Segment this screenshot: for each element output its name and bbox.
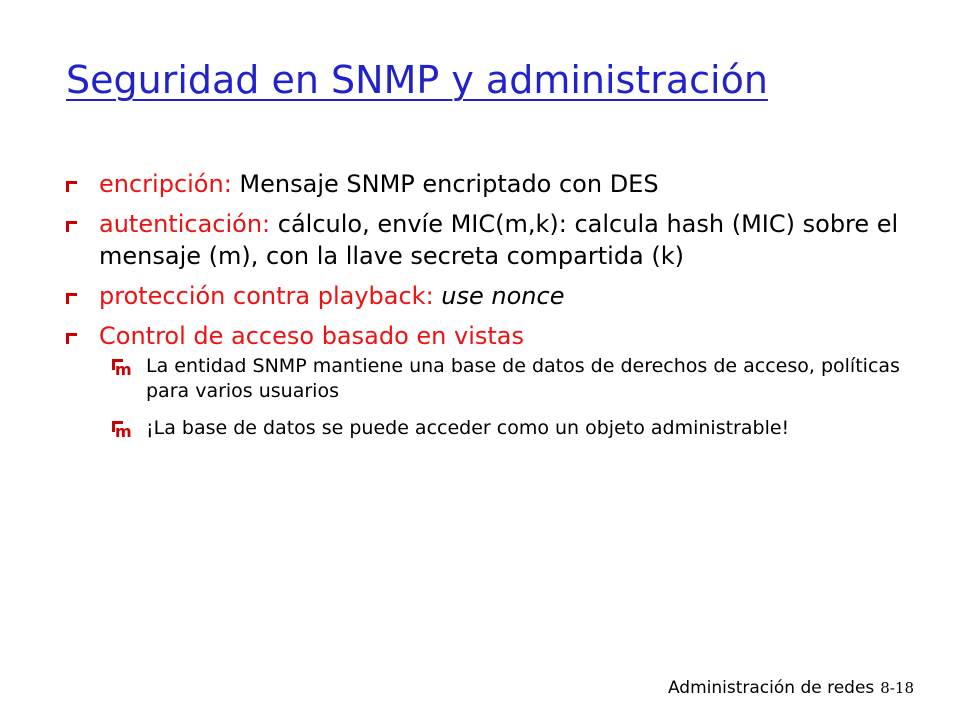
sub-bullet-text: ¡La base de datos se puede acceder como un objeto administrable! (146, 417, 790, 439)
bullet-marker-icon (66, 221, 77, 232)
slide-title: Seguridad en SNMP y administración (66, 58, 768, 102)
sub-bullet-list (99, 354, 906, 441)
bullet-list (66, 168, 906, 453)
bullet-encryption (66, 168, 906, 200)
bullet-access-control (66, 320, 906, 441)
bullet-text-italic: use nonce (441, 282, 565, 310)
page-number: 8-18 (880, 679, 914, 697)
bullet-text: Mensaje SNMP encriptado con DES (231, 170, 659, 198)
bullet-label: autenticación: (99, 210, 271, 238)
sub-bullet-item (99, 416, 906, 441)
bullet-label: protección contra playback: (99, 282, 434, 310)
bullet-label: encripción: (99, 170, 232, 198)
bullet-label: Control de acceso basado en vistas (99, 322, 524, 350)
bullet-marker-icon (66, 181, 77, 192)
bullet-authentication (66, 208, 906, 272)
bullet-marker-icon (66, 333, 77, 344)
bullet-playback-protection (66, 280, 906, 312)
sub-bullet-text: La entidad SNMP mantiene una base de datos de derechos de acceso, políticas para varios usuarios (146, 355, 900, 402)
bullet-marker-icon (66, 293, 77, 304)
sub-bullet-marker-icon: m (112, 421, 123, 432)
bullet-text: cálculo, envíe MIC(m,k): calcula hash (MIC) sobre el mensaje (m), con la llave secreta compartida (k) (99, 210, 899, 270)
sub-bullet-item (99, 354, 906, 404)
slide-footer (668, 678, 914, 698)
footer-section: Administración de redes (667, 678, 875, 698)
sub-bullet-marker-icon: m (112, 359, 123, 370)
